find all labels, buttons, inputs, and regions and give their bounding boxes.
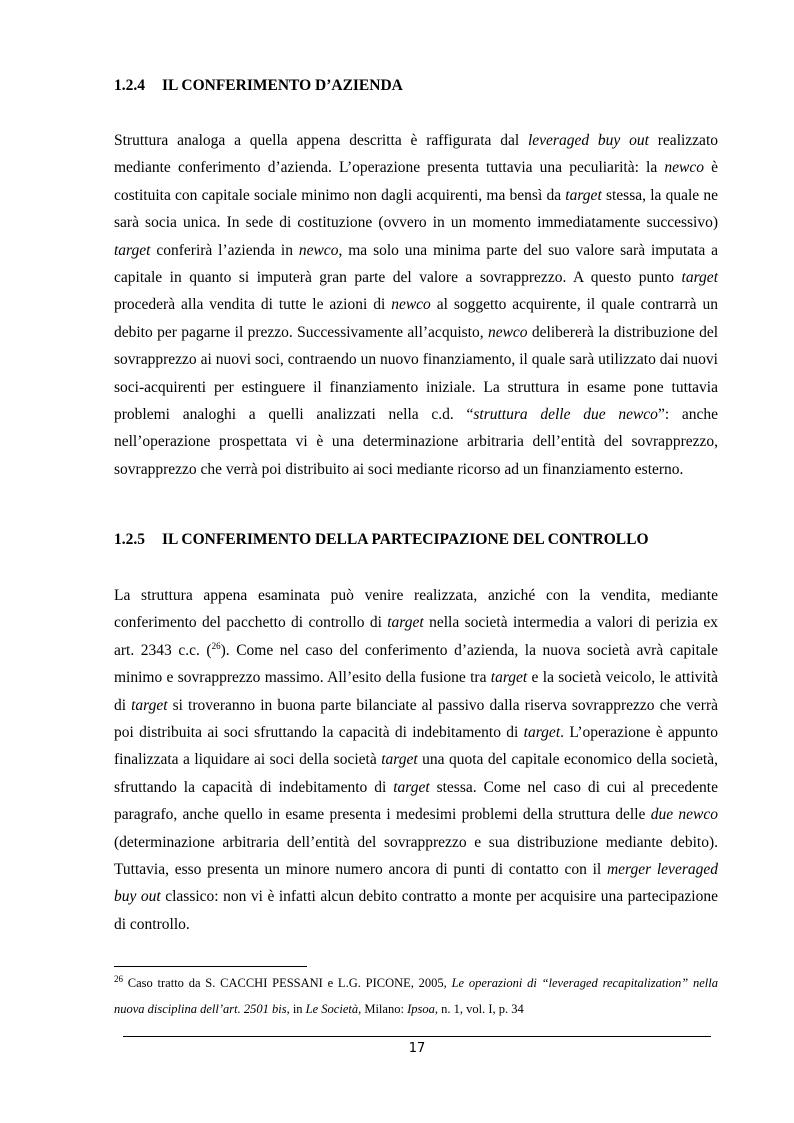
italic-term: target bbox=[387, 614, 424, 632]
section-number: 1.2.5 bbox=[114, 531, 145, 548]
text: La struttura appena esaminata può venire realizzata, anziché con la vendita, mediante conferimento del pacchetto di controllo di bbox=[114, 587, 718, 632]
italic-term: due newco bbox=[650, 806, 718, 824]
italic-title: Ipsoa bbox=[407, 1002, 435, 1016]
italic-title: Le Società bbox=[305, 1002, 359, 1016]
text: Struttura analoga a quella appena descritta è raffigurata dal bbox=[114, 132, 528, 149]
italic-term: target bbox=[114, 241, 151, 259]
footer-rule bbox=[123, 1036, 711, 1037]
text: ). Come nel caso del conferimento d’azienda, la nuova società avrà capitale minimo e sovrapprezzo massimo. All’esito della fusione tra bbox=[114, 641, 718, 687]
italic-term: newco bbox=[298, 241, 339, 259]
text: , ma solo una minima parte del suo valore sarà imputata a capitale in quanto si imputerà gran parte del valore a sovrapprezzo. A questo punto bbox=[114, 241, 719, 287]
text: si troveranno in buona parte bilanciate al passivo dalla riserva sovrapprezzo che verrà poi distribuita ai soci sfruttando la capacità di indebitamento di bbox=[114, 696, 718, 742]
text: , Milano: bbox=[358, 1002, 408, 1016]
text: , in bbox=[286, 1002, 306, 1016]
text: realizzato mediante conferimento d’azienda. L’operazione presenta tuttavia una peculiarità: la bbox=[114, 132, 718, 177]
text: classico: non vi è infatti alcun debito contratto a monte per acquisire una partecipazione di controllo. bbox=[114, 888, 718, 933]
paragraph-conferimento-azienda bbox=[114, 127, 718, 483]
page-number: 17 bbox=[408, 1041, 426, 1056]
text: , n. 1, vol. I, p. 34 bbox=[434, 1002, 524, 1016]
italic-term: target bbox=[490, 669, 528, 687]
italic-term: newco bbox=[664, 159, 704, 177]
text: e la società veicolo, le attività di bbox=[114, 669, 718, 714]
italic-term: leveraged buy out bbox=[527, 132, 649, 149]
text: procederà alla vendita di tutte le azioni di bbox=[114, 296, 392, 314]
section-heading-1-2-4 bbox=[114, 77, 403, 95]
text: al soggetto acquirente, il quale contrarrà un debito per pagarne il prezzo. Successivamente all’acquisto, bbox=[114, 296, 718, 341]
italic-term: newco bbox=[487, 323, 528, 341]
italic-term: struttura delle due newco bbox=[473, 406, 658, 424]
footnote-26 bbox=[114, 970, 718, 1022]
text: stessa. Come nel caso di cui al precedente paragrafo, anche quello in esame presenta i medesimi problemi della struttura delle bbox=[114, 778, 718, 824]
section-number: 1.2.4 bbox=[114, 77, 145, 94]
text: è costituita con capitale sociale minimo non dagli acquirenti, ma bensì da bbox=[114, 159, 718, 204]
footnote-separator bbox=[114, 966, 307, 967]
italic-term: target bbox=[681, 269, 718, 287]
section-title: IL CONFERIMENTO DELLA PARTECIPAZIONE DEL CONTROLLO bbox=[162, 531, 649, 548]
text: (determinazione arbitraria dell’entità del sovrapprezzo e sua distribuzione mediante debito). Tuttavia, esso presenta un minore numero ancora di punti di contatto con il bbox=[114, 833, 718, 879]
text: nella società intermedia a valori di perizia ex art. 2343 c.c. ( bbox=[114, 614, 718, 659]
footnote-reference[interactable]: 26 bbox=[211, 640, 221, 651]
text: . L’operazione è appunto finalizzata a liquidare ai soci della società bbox=[114, 724, 718, 769]
section-title: IL CONFERIMENTO D’AZIENDA bbox=[162, 77, 403, 94]
italic-title: Le operazioni di “leveraged recapitalization” nella nuova disciplina dell’art. 2501 bis bbox=[114, 976, 719, 1016]
text: Caso tratto da S. CACCHI PESSANI e L.G. PICONE, 2005, bbox=[123, 976, 452, 990]
text: conferirà l’azienda in bbox=[150, 241, 299, 259]
italic-term: target bbox=[381, 751, 418, 769]
text: ”: anche nell’operazione prospettata vi è una determinazione arbitraria dell’entità del sovrapprezzo, sovrapprezzo che verrà poi distribuito ai soci mediante ricorso ad un finanziamento esterno. bbox=[114, 406, 718, 478]
italic-term: newco bbox=[391, 296, 431, 314]
text: delibererà la distribuzione del sovrapprezzo ai nuovi soci, contraendo un nuovo finanziamento, il quale sarà utilizzato dai nuovi soci-acquirenti per estinguere il finanziamento iniziale. La struttura in esame pone tuttavia problemi analoghi a quelli analizzati nella c.d. “ bbox=[114, 323, 718, 424]
section-heading-1-2-5 bbox=[114, 531, 649, 549]
paragraph-conferimento-partecipazione bbox=[114, 582, 718, 938]
italic-term: target bbox=[131, 696, 168, 714]
italic-term: target bbox=[393, 778, 430, 796]
text: stessa, la quale ne sarà socia unica. In sede di costituzione (ovvero in un momento immediatamente successivo) bbox=[114, 186, 718, 232]
footnote-marker: 26 bbox=[114, 973, 123, 984]
text: una quota del capitale economico della società, sfruttando la capacità di indebitamento di bbox=[114, 751, 718, 796]
italic-term: merger leveraged buy out bbox=[114, 861, 718, 906]
italic-term: target bbox=[565, 186, 602, 204]
italic-term: target bbox=[523, 724, 561, 742]
